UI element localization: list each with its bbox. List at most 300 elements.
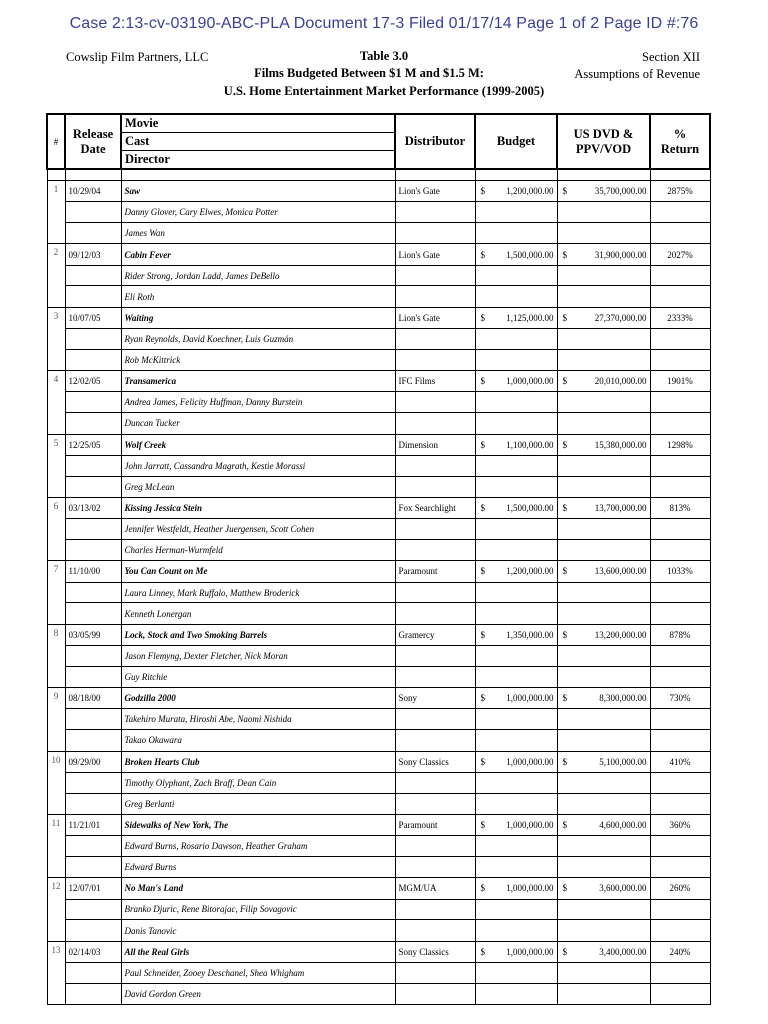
movie-title: Godzilla 2000	[121, 688, 395, 709]
empty-cell	[557, 857, 650, 878]
us-revenue-value: 13,700,000.00	[594, 503, 647, 514]
movie-title: Waiting	[121, 307, 395, 328]
empty-cell	[395, 983, 475, 1004]
film-cast-row	[47, 836, 710, 857]
table-label: Table 3.0	[359, 49, 409, 63]
company-name: Cowslip Film Partners, LLC	[66, 50, 209, 64]
empty-cell	[475, 455, 557, 476]
film-number: 8	[47, 624, 65, 645]
film-director-row	[47, 730, 710, 751]
empty-cell	[47, 603, 65, 624]
empty-cell	[395, 772, 475, 793]
film-director-row	[47, 413, 710, 434]
empty-cell	[557, 392, 650, 413]
cast-list: Danny Glover, Cary Elwes, Monica Potter	[121, 202, 395, 223]
empty-cell	[395, 709, 475, 730]
dollar-sign: $	[480, 693, 485, 704]
movie-title: Lock, Stock and Two Smoking Barrels	[121, 624, 395, 645]
empty-cell	[65, 772, 121, 793]
dollar-sign: $	[562, 439, 567, 450]
distributor: Gramercy	[395, 624, 475, 645]
empty-cell	[47, 392, 65, 413]
return-percent: 813%	[650, 497, 710, 518]
empty-cell	[557, 730, 650, 751]
empty-cell	[47, 709, 65, 730]
movie-title: Saw	[121, 181, 395, 202]
film-number: 7	[47, 561, 65, 582]
empty-cell	[65, 582, 121, 603]
empty-cell	[395, 455, 475, 476]
empty-cell	[557, 202, 650, 223]
col-header-distributor: Distributor	[395, 114, 475, 169]
us-revenue-cell	[557, 244, 650, 265]
film-number: 13	[47, 941, 65, 962]
col-header-pct-line1: %	[673, 126, 687, 141]
empty-cell	[557, 455, 650, 476]
us-revenue-cell	[557, 307, 650, 328]
distributor: Fox Searchlight	[395, 497, 475, 518]
empty-cell	[395, 857, 475, 878]
film-row	[47, 307, 710, 328]
films-table	[46, 113, 711, 1005]
empty-cell	[65, 202, 121, 223]
section-number: Section XII	[642, 50, 700, 64]
empty-cell	[557, 920, 650, 941]
empty-cell	[47, 857, 65, 878]
film-number: 11	[47, 814, 65, 835]
film-director-row	[47, 920, 710, 941]
empty-cell	[475, 540, 557, 561]
film-cast-row	[47, 709, 710, 730]
empty-cell	[475, 202, 557, 223]
budget-cell	[475, 497, 557, 518]
empty-cell	[650, 202, 710, 223]
empty-cell	[650, 983, 710, 1004]
distributor: Dimension	[395, 434, 475, 455]
empty-cell	[65, 519, 121, 540]
empty-cell	[650, 836, 710, 857]
us-revenue-value: 20,010,000.00	[594, 376, 647, 387]
release-date: 10/07/05	[65, 307, 121, 328]
dollar-sign: $	[480, 439, 485, 450]
col-header-num: #	[47, 114, 65, 169]
director-name: Greg McLean	[121, 476, 395, 497]
film-director-row	[47, 666, 710, 687]
budget-cell	[475, 434, 557, 455]
return-percent: 1901%	[650, 371, 710, 392]
film-cast-row	[47, 582, 710, 603]
col-header-budget: Budget	[475, 114, 557, 169]
film-row	[47, 878, 710, 899]
empty-cell	[395, 899, 475, 920]
empty-cell	[650, 603, 710, 624]
empty-cell	[475, 603, 557, 624]
empty-cell	[395, 962, 475, 983]
empty-cell	[65, 646, 121, 667]
us-revenue-value: 3,400,000.00	[599, 946, 647, 957]
empty-cell	[557, 286, 650, 307]
dollar-sign: $	[562, 566, 567, 577]
empty-cell	[65, 349, 121, 370]
film-row	[47, 497, 710, 518]
empty-cell	[475, 793, 557, 814]
film-director-row	[47, 286, 710, 307]
film-director-row	[47, 857, 710, 878]
empty-cell	[650, 392, 710, 413]
empty-cell	[475, 920, 557, 941]
empty-cell	[650, 223, 710, 244]
empty-cell	[650, 666, 710, 687]
empty-cell	[650, 476, 710, 497]
empty-cell	[395, 202, 475, 223]
empty-cell	[47, 223, 65, 244]
empty-cell	[475, 223, 557, 244]
return-percent: 260%	[650, 878, 710, 899]
dollar-sign: $	[562, 946, 567, 957]
distributor: Paramount	[395, 814, 475, 835]
film-row	[47, 751, 710, 772]
film-cast-row	[47, 329, 710, 350]
film-director-row	[47, 349, 710, 370]
director-name: David Gordon Green	[121, 983, 395, 1004]
film-number: 9	[47, 688, 65, 709]
empty-cell	[557, 349, 650, 370]
budget-cell	[475, 561, 557, 582]
empty-cell	[557, 646, 650, 667]
empty-cell	[475, 582, 557, 603]
director-name: Duncan Tucker	[121, 413, 395, 434]
director-name: Takao Okawara	[121, 730, 395, 751]
empty-cell	[650, 582, 710, 603]
film-number: 12	[47, 878, 65, 899]
budget-cell	[475, 371, 557, 392]
empty-cell	[650, 772, 710, 793]
budget-cell	[475, 244, 557, 265]
dollar-sign: $	[562, 503, 567, 514]
distributor: Sony	[395, 688, 475, 709]
cast-list: Rider Strong, Jordan Ladd, James DeBello	[121, 265, 395, 286]
movie-title: You Can Count on Me	[121, 561, 395, 582]
film-number: 6	[47, 497, 65, 518]
dollar-sign: $	[562, 186, 567, 197]
director-name: Greg Berlanti	[121, 793, 395, 814]
empty-cell	[475, 666, 557, 687]
empty-cell	[395, 476, 475, 497]
dollar-sign: $	[562, 693, 567, 704]
empty-cell	[650, 265, 710, 286]
release-date: 10/29/04	[65, 181, 121, 202]
release-date: 02/14/03	[65, 941, 121, 962]
film-row	[47, 244, 710, 265]
director-name: Eli Roth	[121, 286, 395, 307]
us-revenue-cell	[557, 371, 650, 392]
empty-cell	[65, 899, 121, 920]
empty-cell	[47, 413, 65, 434]
cast-list: John Jarratt, Cassandra Magrath, Kestie Morassi	[121, 455, 395, 476]
empty-cell	[475, 836, 557, 857]
empty-cell	[47, 329, 65, 350]
empty-cell	[475, 730, 557, 751]
dollar-sign: $	[480, 186, 485, 197]
budget-value: 1,200,000.00	[506, 186, 554, 197]
dollar-sign: $	[562, 756, 567, 767]
empty-cell	[47, 286, 65, 307]
distributor: IFC Films	[395, 371, 475, 392]
empty-cell	[650, 730, 710, 751]
empty-cell	[65, 265, 121, 286]
return-percent: 410%	[650, 751, 710, 772]
dollar-sign: $	[480, 883, 485, 894]
col-header-us-dvd	[557, 114, 650, 169]
empty-cell	[557, 223, 650, 244]
film-cast-row	[47, 519, 710, 540]
empty-cell	[650, 455, 710, 476]
budget-value: 1,000,000.00	[506, 756, 554, 767]
empty-cell	[557, 899, 650, 920]
empty-cell	[395, 603, 475, 624]
director-name: Charles Herman-Wurmfeld	[121, 540, 395, 561]
director-name: Edward Burns	[121, 857, 395, 878]
distributor: Lion's Gate	[395, 307, 475, 328]
return-percent: 1298%	[650, 434, 710, 455]
cast-list: Laura Linney, Mark Ruffalo, Matthew Broderick	[121, 582, 395, 603]
col-header-cast: Cast	[121, 133, 395, 151]
col-header-movie: Movie	[121, 114, 395, 133]
section-title: Assumptions of Revenue	[574, 67, 700, 81]
return-percent: 360%	[650, 814, 710, 835]
distributor: Lion's Gate	[395, 244, 475, 265]
film-row	[47, 561, 710, 582]
film-cast-row	[47, 772, 710, 793]
release-date: 12/25/05	[65, 434, 121, 455]
empty-cell	[475, 857, 557, 878]
empty-cell	[557, 540, 650, 561]
budget-value: 1,000,000.00	[506, 693, 554, 704]
empty-cell	[395, 836, 475, 857]
us-revenue-cell	[557, 941, 650, 962]
empty-cell	[650, 540, 710, 561]
cast-list: Takehiro Murata, Hiroshi Abe, Naomi Nishida	[121, 709, 395, 730]
film-number: 5	[47, 434, 65, 455]
film-cast-row	[47, 962, 710, 983]
release-date: 09/29/00	[65, 751, 121, 772]
movie-title: Wolf Creek	[121, 434, 395, 455]
dollar-sign: $	[480, 566, 485, 577]
film-director-row	[47, 223, 710, 244]
empty-cell	[395, 223, 475, 244]
budget-value: 1,000,000.00	[506, 946, 554, 957]
budget-value: 1,500,000.00	[506, 503, 554, 514]
empty-cell	[557, 709, 650, 730]
us-revenue-cell	[557, 878, 650, 899]
return-percent: 2875%	[650, 181, 710, 202]
distributor: Sony Classics	[395, 751, 475, 772]
empty-cell	[650, 793, 710, 814]
empty-cell	[395, 286, 475, 307]
film-number: 4	[47, 371, 65, 392]
film-cast-row	[47, 265, 710, 286]
movie-title: No Man's Land	[121, 878, 395, 899]
us-revenue-value: 13,600,000.00	[594, 566, 647, 577]
movie-title: Sidewalks of New York, The	[121, 814, 395, 835]
film-cast-row	[47, 202, 710, 223]
col-header-director: Director	[121, 151, 395, 170]
spacer-row	[47, 169, 710, 181]
cast-list: Ryan Reynolds, David Koechner, Luis Guzmán	[121, 329, 395, 350]
dollar-sign: $	[480, 946, 485, 957]
empty-cell	[47, 836, 65, 857]
empty-cell	[650, 286, 710, 307]
empty-cell	[650, 920, 710, 941]
empty-cell	[650, 962, 710, 983]
film-row	[47, 814, 710, 835]
budget-value: 1,000,000.00	[506, 883, 554, 894]
dollar-sign: $	[562, 249, 567, 260]
us-revenue-value: 35,700,000.00	[594, 186, 647, 197]
empty-cell	[47, 519, 65, 540]
release-date: 11/10/00	[65, 561, 121, 582]
budget-value: 1,500,000.00	[506, 249, 554, 260]
movie-title: Cabin Fever	[121, 244, 395, 265]
empty-cell	[650, 857, 710, 878]
budget-value: 1,100,000.00	[506, 439, 554, 450]
cast-list: Paul Schneider, Zooey Deschanel, Shea Whigham	[121, 962, 395, 983]
empty-cell	[650, 413, 710, 434]
director-name: Danis Tanovic	[121, 920, 395, 941]
us-revenue-cell	[557, 497, 650, 518]
col-header-pct-line2: Return	[660, 141, 700, 156]
empty-cell	[650, 329, 710, 350]
empty-cell	[475, 286, 557, 307]
budget-value: 1,350,000.00	[506, 629, 554, 640]
release-date: 11/21/01	[65, 814, 121, 835]
empty-cell	[475, 899, 557, 920]
film-row	[47, 624, 710, 645]
empty-cell	[65, 603, 121, 624]
col-header-release-line1: Release	[72, 126, 114, 141]
empty-cell	[557, 772, 650, 793]
director-name: Rob McKittrick	[121, 349, 395, 370]
empty-cell	[395, 540, 475, 561]
empty-cell	[65, 666, 121, 687]
empty-cell	[395, 265, 475, 286]
film-row	[47, 688, 710, 709]
film-row	[47, 181, 710, 202]
col-header-return	[650, 114, 710, 169]
us-revenue-cell	[557, 624, 650, 645]
release-date: 03/05/99	[65, 624, 121, 645]
empty-cell	[47, 772, 65, 793]
distributor: MGM/UA	[395, 878, 475, 899]
dollar-sign: $	[480, 376, 485, 387]
empty-cell	[557, 265, 650, 286]
dollar-sign: $	[562, 883, 567, 894]
film-row	[47, 371, 710, 392]
empty-cell	[475, 962, 557, 983]
empty-cell	[557, 519, 650, 540]
cast-list: Jennifer Westfeldt, Heather Juergensen, Scott Cohen	[121, 519, 395, 540]
film-cast-row	[47, 392, 710, 413]
empty-cell	[65, 962, 121, 983]
empty-cell	[47, 920, 65, 941]
movie-title: Kissing Jessica Stein	[121, 497, 395, 518]
empty-cell	[395, 392, 475, 413]
empty-cell	[475, 413, 557, 434]
empty-cell	[557, 603, 650, 624]
director-name: Guy Ritchie	[121, 666, 395, 687]
empty-cell	[557, 413, 650, 434]
us-revenue-cell	[557, 434, 650, 455]
film-director-row	[47, 793, 710, 814]
return-percent: 240%	[650, 941, 710, 962]
empty-cell	[65, 857, 121, 878]
film-number: 2	[47, 244, 65, 265]
empty-cell	[395, 666, 475, 687]
court-filing-stamp: Case 2:13-cv-03190-ABC-PLA Document 17-3 Filed 01/17/14 Page 1 of 2 Page ID #:76	[69, 15, 699, 32]
us-revenue-value: 27,370,000.00	[594, 312, 647, 323]
empty-cell	[65, 455, 121, 476]
cast-list: Andrea James, Felicity Huffman, Danny Burstein	[121, 392, 395, 413]
empty-cell	[65, 920, 121, 941]
dollar-sign: $	[480, 629, 485, 640]
table-subtitle-2: U.S. Home Entertainment Market Performance (1999-2005)	[223, 84, 545, 98]
budget-cell	[475, 181, 557, 202]
empty-cell	[475, 983, 557, 1004]
film-number: 1	[47, 181, 65, 202]
empty-cell	[47, 983, 65, 1004]
empty-cell	[395, 646, 475, 667]
empty-cell	[65, 413, 121, 434]
empty-cell	[475, 265, 557, 286]
cast-list: Edward Burns, Rosario Dawson, Heather Graham	[121, 836, 395, 857]
release-date: 08/18/00	[65, 688, 121, 709]
empty-cell	[557, 329, 650, 350]
col-header-release-line2: Date	[80, 141, 106, 156]
empty-cell	[557, 582, 650, 603]
film-cast-row	[47, 899, 710, 920]
dollar-sign: $	[480, 312, 485, 323]
budget-cell	[475, 751, 557, 772]
empty-cell	[65, 793, 121, 814]
empty-cell	[47, 349, 65, 370]
cast-list: Branko Djuric, Rene Bitorajac, Filip Sovagovic	[121, 899, 395, 920]
empty-cell	[557, 793, 650, 814]
film-row	[47, 434, 710, 455]
return-percent: 878%	[650, 624, 710, 645]
empty-cell	[47, 730, 65, 751]
empty-cell	[395, 582, 475, 603]
empty-cell	[475, 709, 557, 730]
return-percent: 730%	[650, 688, 710, 709]
us-revenue-value: 13,200,000.00	[594, 629, 647, 640]
us-revenue-cell	[557, 814, 650, 835]
movie-title: Broken Hearts Club	[121, 751, 395, 772]
us-revenue-cell	[557, 181, 650, 202]
dollar-sign: $	[480, 249, 485, 260]
empty-cell	[650, 899, 710, 920]
empty-cell	[47, 265, 65, 286]
budget-cell	[475, 307, 557, 328]
return-percent: 1033%	[650, 561, 710, 582]
dollar-sign: $	[562, 312, 567, 323]
empty-cell	[475, 772, 557, 793]
films-table-body	[47, 169, 710, 1005]
empty-cell	[557, 836, 650, 857]
empty-cell	[65, 709, 121, 730]
us-revenue-cell	[557, 751, 650, 772]
empty-cell	[65, 329, 121, 350]
distributor: Paramount	[395, 561, 475, 582]
